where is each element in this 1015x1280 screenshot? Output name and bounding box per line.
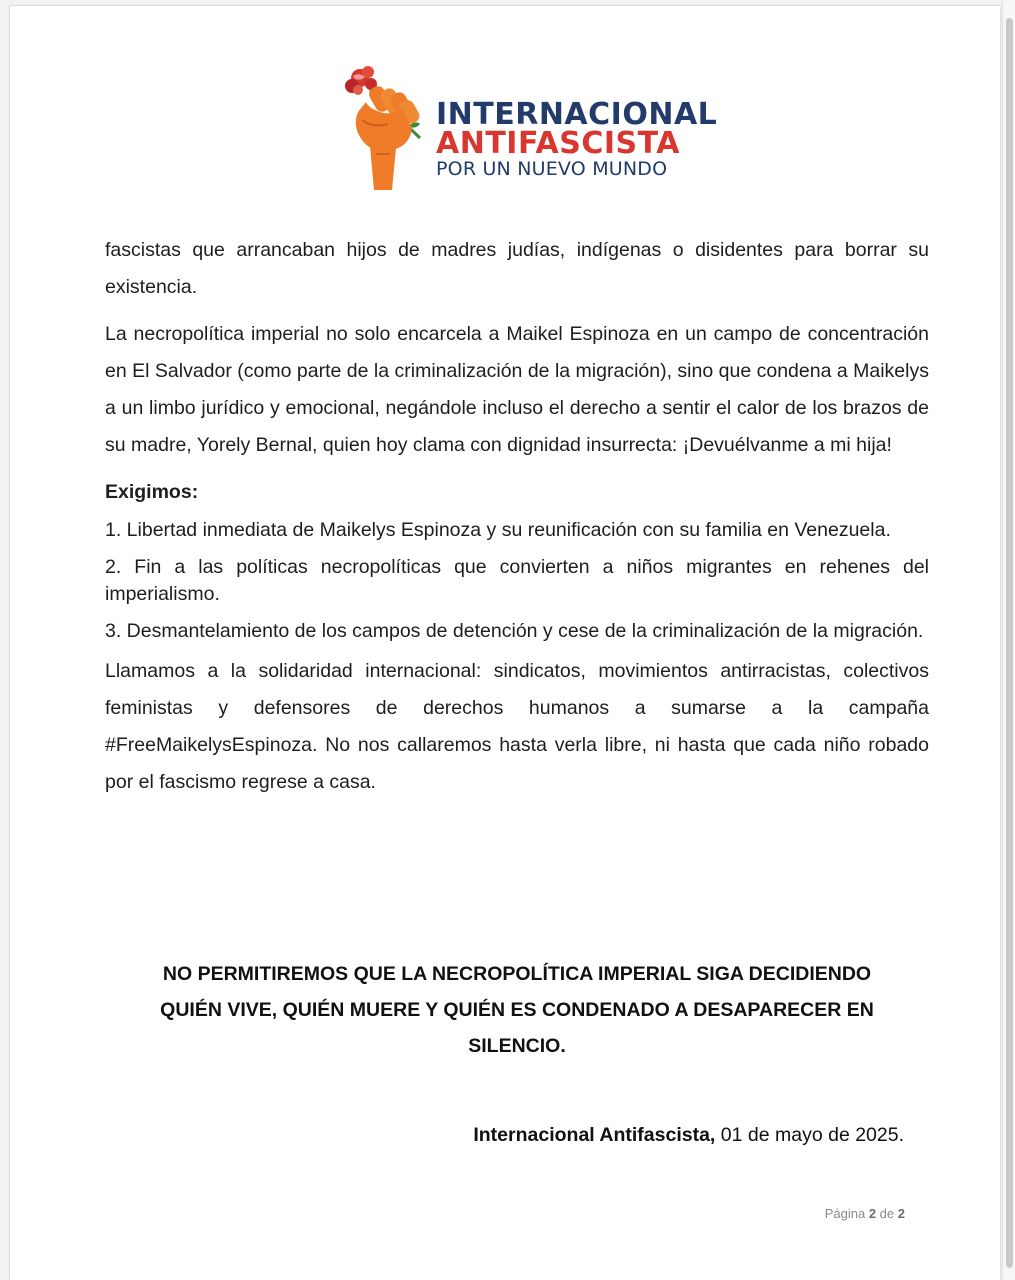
organization-logo <box>340 64 718 192</box>
signature-date: 01 de mayo de 2025. <box>715 1124 904 1146</box>
demand-item: 1. Libertad inmediata de Maikelys Espinoza y su reunificación con su familia en Venezuela. <box>105 519 891 541</box>
signature-org: Internacional Antifascista, <box>473 1124 716 1146</box>
current-page: 2 <box>868 1206 877 1221</box>
demand-item: 3. Desmantelamiento de los campos de detención y cese de la criminalización de la migración. <box>105 620 924 642</box>
document-page <box>10 6 1000 1280</box>
demands-heading: Exigimos: <box>105 481 199 503</box>
signature-line <box>473 1124 904 1147</box>
demand-item: 2. Fin a las políticas necropolíticas que convierten a niños migrantes en rehenes del imperialismo. <box>105 556 929 605</box>
page-number <box>825 1206 905 1221</box>
logo-tagline: POR UN NUEVO MUNDO <box>436 158 668 180</box>
closing-line: NO PERMITIREMOS QUE LA NECROPOLÍTICA IMPERIAL SIGA DECIDIENDO <box>162 963 872 985</box>
scrollbar-thumb[interactable] <box>1006 18 1013 1268</box>
paragraph-continuation: fascistas que arrancaban hijos de madres judías, indígenas o disidentes para borrar su existencia. <box>105 239 929 298</box>
logo-wordmark <box>436 97 718 180</box>
closing-line: SILENCIO. <box>468 1035 566 1057</box>
closing-statement <box>105 956 929 1064</box>
logo-line-internacional: INTERNACIONAL <box>436 97 718 132</box>
total-pages: 2 <box>897 1206 905 1221</box>
solidarity-call-paragraph: Llamamos a la solidaridad internacional: sindicatos, movimientos antirracistas, colectivos feministas y defensores de derechos humanos a sumarse a la campaña #FreeMaikelysEspinoza. No nos callaremos hasta verla libre, ni hasta que cada niño robado por el fascismo regrese a casa. <box>105 660 929 793</box>
closing-line: QUIÉN VIVE, QUIÉN MUERE Y QUIÉN ES CONDENADO A DESAPARECER EN <box>160 999 874 1021</box>
letter-body <box>105 232 929 801</box>
of-word: de <box>879 1206 895 1221</box>
vertical-scrollbar[interactable] <box>1002 0 1015 1280</box>
paragraph-necropolitica: La necropolítica imperial no solo encarcela a Maikel Espinoza en un campo de concentración en El Salvador (como parte de la criminalización de la migración), sino que condena a Maikelys a un limbo jurídico y emocional, negándole incluso el derecho a sentir el calor de los brazos de su madre, Yorely Bernal, quien hoy clama con dignidad insurrecta: ¡Devuélvanme a mi hija! <box>105 323 929 456</box>
page-word: Página <box>824 1206 866 1221</box>
logo-line-antifascista: ANTIFASCISTA <box>436 126 680 161</box>
raised-fist-carnation-icon <box>340 64 430 192</box>
